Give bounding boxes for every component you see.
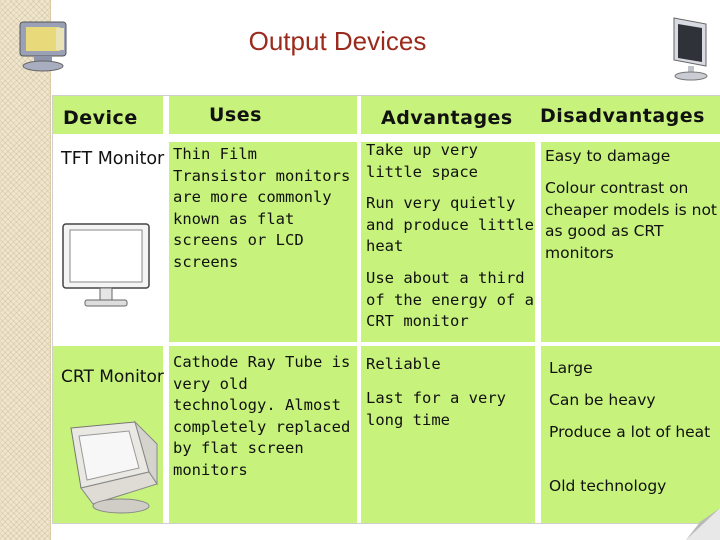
flat-screen-monitor-icon bbox=[662, 14, 712, 84]
tft-advantage-2: Run very quietly and produce little heat bbox=[366, 194, 534, 255]
computer-monitor-icon bbox=[12, 16, 84, 76]
crt-disadvantage-1: Large bbox=[549, 359, 593, 377]
tft-disadvantage-1: Easy to damage bbox=[545, 147, 671, 165]
header-uses: Uses bbox=[209, 104, 262, 126]
page-curl-icon bbox=[686, 508, 720, 540]
tft-device-label: TFT Monitor bbox=[61, 149, 165, 169]
left-decorative-strip bbox=[0, 0, 51, 540]
header-disadvantages: Disadvantages bbox=[540, 105, 705, 127]
header-device: Device bbox=[63, 107, 138, 129]
crt-disadvantage-2: Can be heavy bbox=[549, 391, 656, 409]
crt-uses-text: Cathode Ray Tube is very old technology. Almost completely replaced by flat screen monitors bbox=[173, 353, 351, 479]
tft-uses-text: Thin Film Transistor monitors are more commonly known as flat screens or LCD screens bbox=[173, 145, 351, 271]
tft-monitor-icon bbox=[57, 218, 157, 318]
tft-disadvantage-2: Colour contrast on cheaper models is not as good as CRT monitors bbox=[545, 179, 718, 262]
tft-advantage-1: Take up very little space bbox=[366, 141, 478, 181]
header-advantages: Advantages bbox=[381, 107, 513, 129]
tft-advantage-3: Use about a third of the energy of a CRT monitor bbox=[366, 269, 534, 330]
crt-disadvantage-4: Old technology bbox=[549, 477, 667, 495]
crt-disadvantage-3: Produce a lot of heat bbox=[549, 423, 711, 441]
header-cell-uses bbox=[169, 96, 357, 134]
crt-advantage-2: Last for a very long time bbox=[366, 389, 506, 429]
crt-device-label: CRT Monitor bbox=[61, 367, 164, 387]
slide-title: Output Devices bbox=[248, 26, 427, 56]
crt-monitor-icon bbox=[57, 414, 161, 518]
comparison-table bbox=[52, 95, 720, 524]
crt-advantage-1: Reliable bbox=[366, 355, 441, 373]
